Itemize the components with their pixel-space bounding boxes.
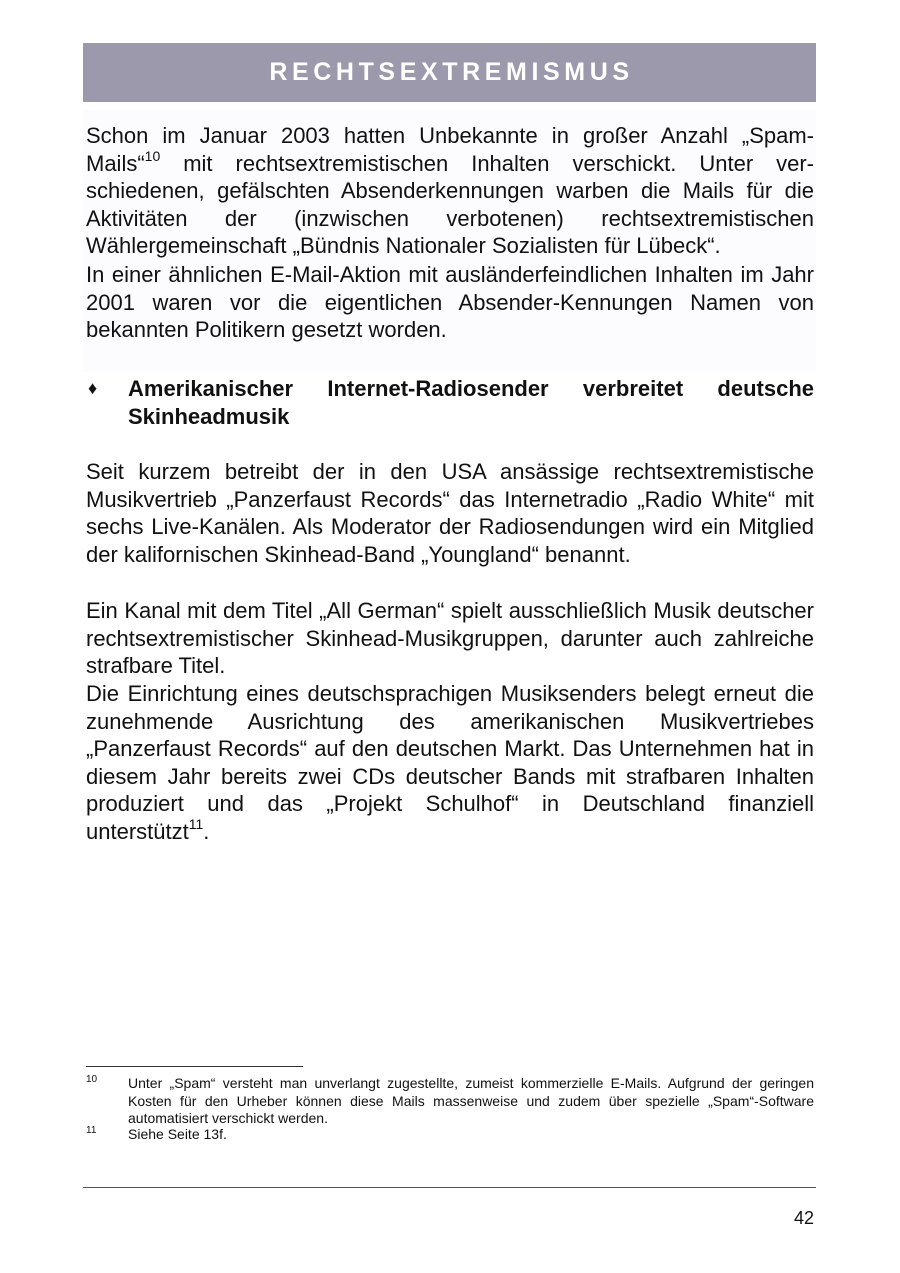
footnote-separator [86, 1066, 303, 1067]
footer-rule [83, 1187, 816, 1188]
footnote-number: 11 [86, 1125, 97, 1136]
footnote-10 [86, 1075, 814, 1128]
paragraph-radio-white: Seit kurzem betreibt der in den USA ansässige rechtsextremistische Musikvertrieb „Panzerfaust Records“ das Internetradio „Radio White“ mit sechs Live-Kanälen. Als Moderator der Radiosendungen wird ein Mitglied der kalifornischen Skinhead-Band „Youngland“ benannt. [86, 459, 814, 567]
paragraph-email-action-2001: In einer ähnlichen E-Mail-Aktion mit ausländerfeindlichen Inhalten im Jahr 2001 waren vor die eigentlichen Absender-Kennungen Namen von bekannten Politikern gesetzt worden. [86, 262, 814, 343]
footnote-number: 10 [86, 1074, 98, 1085]
subheading-radio-station: Amerikanischer Internet-Radiosender verbreitet deutsche Skinheadmusik [128, 376, 814, 429]
paragraph-text: Die Einrichtung eines deutschsprachigen Musiksenders belegt erneut die zunehmende Ausrichtung des amerikanischen Musikvertriebes „Panzerfaust Records“ auf den deutschen Markt. Das Unternehmen hat in diesem Jahr bereits zwei CDs deutscher Bands mit strafbaren Inhalten produziert und das „Projekt Schulhof“ in Deutschland finanziell unterstützt [86, 681, 814, 844]
paragraph-spam-mails [86, 122, 814, 260]
paragraph-text: mit rechtsextremistischen Inhalten verschickt. Unter verschiedenen, gefälschten Absenderkennungen warben die Mails für die Aktivitäten der (inzwischen verbotenen) rechtsextremistischen Wählergemeinschaft „Bündnis Nationaler Sozialisten für Lübeck“. [86, 150, 814, 259]
diamond-bullet-icon: ♦ [88, 378, 98, 398]
section-header-bar [83, 43, 816, 102]
footnote-ref-11[interactable]: 11 [188, 815, 204, 832]
paragraph-text: Schon im Januar 2003 hatten Unbekannte in großer Anzahl „Spam-Mails“ [86, 123, 814, 176]
section-title: RECHTSEXTREMISMUS [269, 58, 634, 86]
footnote-11 [86, 1126, 814, 1144]
footnote-text: Siehe Seite 13f. [128, 1126, 227, 1142]
footnote-ref-10[interactable]: 10 [144, 147, 161, 164]
footnote-text: Unter „Spam“ versteht man unverlangt zugestellte, zumeist kommerzielle E-Mails. Aufgrund der geringen Kosten für den Urheber können diese Mails massenweise und zudem über spezielle „Spam“-Software automatisiert verschickt werden. [128, 1075, 814, 1126]
paragraph-all-german: Ein Kanal mit dem Titel „All German“ spielt ausschließlich Musik deutscher rechtsextremistischer Skinhead-Musikgruppen, darunter auch zahlreiche strafbare Titel. [86, 598, 814, 679]
paragraph-panzerfaust [86, 680, 814, 846]
page-number: 42 [793, 1208, 814, 1228]
paragraph-text: . [203, 818, 210, 844]
